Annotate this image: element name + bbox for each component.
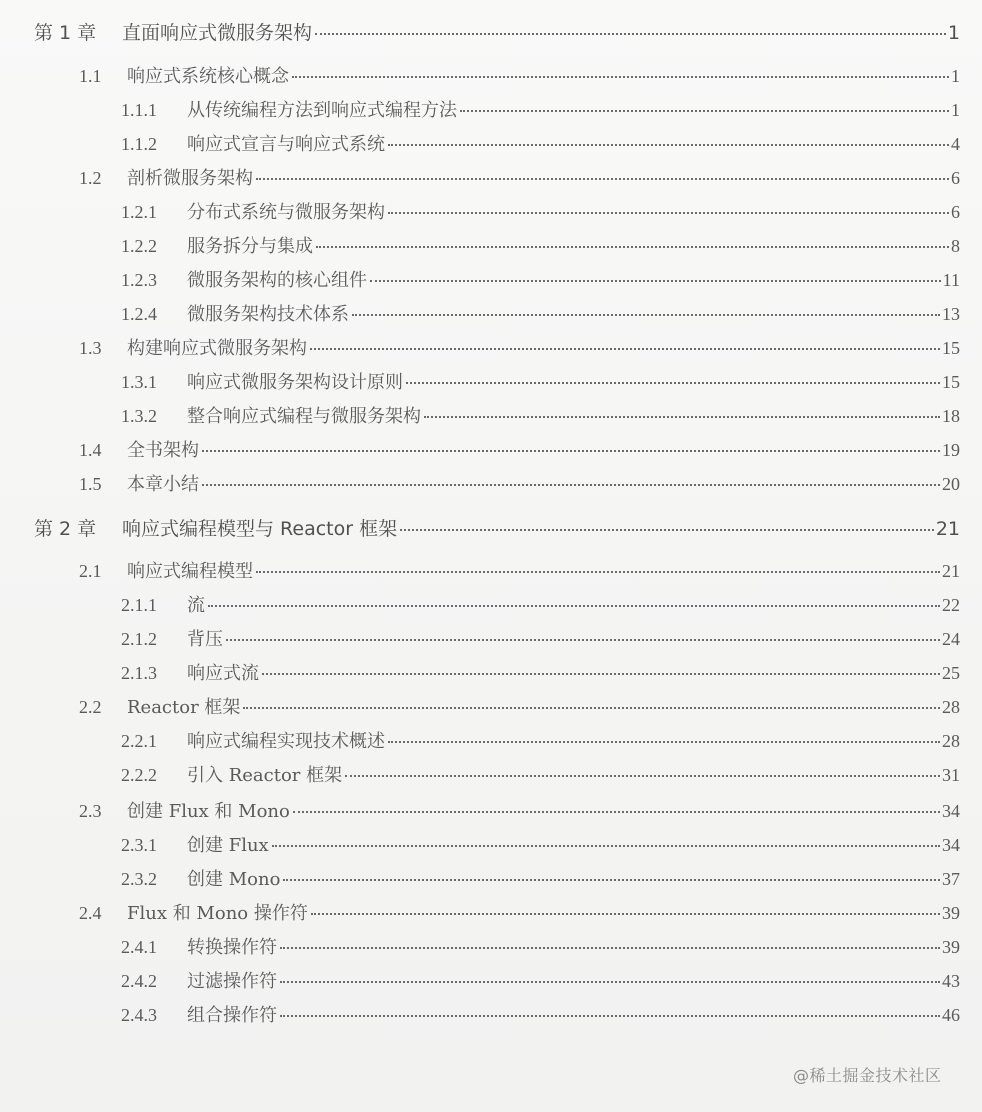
toc-entry-page-number: 8 bbox=[951, 236, 960, 256]
toc-entry-number: 2.3.1 bbox=[121, 835, 157, 855]
toc-entry-number: 2.1 bbox=[79, 561, 102, 581]
toc-entry-subsection[interactable] bbox=[121, 727, 960, 753]
toc-entry-title: 剖析微服务架构 bbox=[127, 168, 253, 189]
toc-entry-page-number: 34 bbox=[942, 835, 960, 855]
toc-entry-section[interactable] bbox=[79, 797, 960, 823]
toc-entry-page-number: 43 bbox=[942, 971, 960, 991]
toc-entry-title: 从传统编程方法到响应式编程方法 bbox=[187, 100, 457, 121]
toc-entry-page-number: 28 bbox=[942, 731, 960, 751]
dot-leader bbox=[424, 416, 940, 418]
toc-entry-section[interactable] bbox=[79, 436, 960, 462]
toc-entry-page-number: 37 bbox=[942, 869, 960, 889]
toc-entry-number: 1.5 bbox=[79, 474, 102, 494]
toc-entry-title: 响应式系统核心概念 bbox=[127, 66, 289, 87]
toc-entry-number: 1.2.1 bbox=[121, 202, 157, 222]
toc-entry-title: 创建 Flux 和 Mono bbox=[127, 801, 290, 822]
dot-leader bbox=[406, 382, 940, 384]
toc-entry-title: 创建 Mono bbox=[187, 869, 281, 890]
toc-entry-number: 1.2 bbox=[79, 168, 102, 188]
toc-entry-title: 响应式编程模型 bbox=[127, 561, 253, 582]
toc-entry-page-number: 1 bbox=[951, 100, 960, 120]
toc-entry-title: 背压 bbox=[187, 629, 223, 650]
toc-entry-subsection[interactable] bbox=[121, 402, 960, 428]
toc-entry-title: 响应式宣言与响应式系统 bbox=[187, 134, 385, 155]
toc-entry-section[interactable] bbox=[79, 899, 960, 925]
toc-entry-page-number: 25 bbox=[942, 663, 960, 683]
toc-entry-number: 1.1 bbox=[79, 66, 102, 86]
toc-entry-subsection[interactable] bbox=[121, 933, 960, 959]
toc-entry-title: 响应式流 bbox=[187, 663, 259, 684]
toc-entry-number: 2.1.1 bbox=[121, 595, 157, 615]
dot-leader bbox=[202, 450, 940, 452]
dot-leader bbox=[280, 1015, 940, 1017]
dot-leader bbox=[352, 314, 940, 316]
dot-leader bbox=[370, 280, 941, 282]
toc-entry-number: 2.4.3 bbox=[121, 1005, 157, 1025]
toc-entry-page-number: 31 bbox=[942, 765, 960, 785]
dot-leader bbox=[292, 76, 949, 78]
toc-entry-section[interactable] bbox=[79, 470, 960, 496]
toc-entry-subsection[interactable] bbox=[121, 368, 960, 394]
toc-entry-page-number: 15 bbox=[942, 338, 960, 358]
toc-entry-page-number: 18 bbox=[942, 406, 960, 426]
dot-leader bbox=[460, 110, 949, 112]
toc-entry-title: 本章小结 bbox=[127, 474, 199, 495]
toc-entry-number: 1.3.2 bbox=[121, 406, 157, 426]
dot-leader bbox=[262, 673, 940, 675]
toc-entry-number: 2.4.1 bbox=[121, 937, 157, 957]
toc-entry-page-number: 39 bbox=[942, 903, 960, 923]
toc-entry-subsection[interactable] bbox=[121, 591, 960, 617]
toc-entry-title: 全书架构 bbox=[127, 440, 199, 461]
toc-entry-subsection[interactable] bbox=[121, 831, 960, 857]
toc-entry-number: 2.2.1 bbox=[121, 731, 157, 751]
dot-leader bbox=[400, 529, 934, 531]
toc-entry-page-number: 13 bbox=[942, 304, 960, 324]
toc-entry-subsection[interactable] bbox=[121, 761, 960, 787]
toc-entry-title: 整合响应式编程与微服务架构 bbox=[187, 406, 421, 427]
toc-entry-page-number: 39 bbox=[942, 937, 960, 957]
toc-entry-subsection[interactable] bbox=[121, 625, 960, 651]
dot-leader bbox=[202, 484, 940, 486]
toc-entry-section[interactable] bbox=[79, 334, 960, 360]
toc-entry-section[interactable] bbox=[79, 164, 960, 190]
dot-leader bbox=[272, 845, 940, 847]
toc-entry-subsection[interactable] bbox=[121, 266, 960, 292]
dot-leader bbox=[256, 178, 949, 180]
toc-entry-title: 响应式编程模型与 Reactor 框架 bbox=[122, 518, 398, 540]
toc-entry-section[interactable] bbox=[79, 62, 960, 88]
toc-entry-page-number: 46 bbox=[942, 1005, 960, 1025]
toc-entry-title: 流 bbox=[187, 595, 205, 616]
toc-entry-title: 响应式编程实现技术概述 bbox=[187, 731, 385, 752]
dot-leader bbox=[388, 212, 949, 214]
toc-entry-page-number: 19 bbox=[942, 440, 960, 460]
toc-entry-number: 1.2.2 bbox=[121, 236, 157, 256]
toc-entry-chapter[interactable] bbox=[34, 514, 960, 541]
toc-entry-title: 构建响应式微服务架构 bbox=[127, 338, 307, 359]
toc-entry-number: 2.4 bbox=[79, 903, 102, 923]
toc-entry-title: 分布式系统与微服务架构 bbox=[187, 202, 385, 223]
dot-leader bbox=[388, 144, 949, 146]
toc-entry-number: 2.2.2 bbox=[121, 765, 157, 785]
toc-entry-page-number: 11 bbox=[942, 270, 960, 290]
toc-entry-number: 2.4.2 bbox=[121, 971, 157, 991]
toc-entry-number: 1.3 bbox=[79, 338, 102, 358]
toc-entry-chapter[interactable] bbox=[34, 18, 960, 45]
dot-leader bbox=[310, 348, 940, 350]
dot-leader bbox=[293, 811, 940, 813]
toc-entry-number: 2.3.2 bbox=[121, 869, 157, 889]
toc-entry-number: 1.4 bbox=[79, 440, 102, 460]
watermark: @稀土掘金技术社区 bbox=[793, 1066, 942, 1085]
toc-entry-number: 1.3.1 bbox=[121, 372, 157, 392]
toc-entry-title: Reactor 框架 bbox=[127, 697, 241, 718]
toc-entry-number: 1.2.4 bbox=[121, 304, 157, 324]
toc-entry-title: 创建 Flux bbox=[187, 835, 269, 856]
dot-leader bbox=[280, 947, 940, 949]
dot-leader bbox=[208, 605, 940, 607]
toc-entry-title: 转换操作符 bbox=[187, 937, 277, 958]
dot-leader bbox=[226, 639, 940, 641]
toc-entry-page-number: 28 bbox=[942, 697, 960, 717]
toc-entry-page-number: 15 bbox=[942, 372, 960, 392]
toc-entry-subsection[interactable] bbox=[121, 96, 960, 122]
toc-entry-section[interactable] bbox=[79, 557, 960, 583]
toc-entry-number: 2.3 bbox=[79, 801, 102, 821]
toc-entry-subsection[interactable] bbox=[121, 300, 960, 326]
dot-leader bbox=[280, 981, 940, 983]
toc-entry-subsection[interactable] bbox=[121, 232, 960, 258]
dot-leader bbox=[315, 33, 946, 35]
dot-leader bbox=[311, 913, 940, 915]
toc-entry-title: 引入 Reactor 框架 bbox=[187, 765, 343, 786]
toc-entry-subsection[interactable] bbox=[121, 659, 960, 685]
toc-entry-number: 第 2 章 bbox=[34, 518, 97, 540]
toc-entry-section[interactable] bbox=[79, 693, 960, 719]
toc-entry-number: 第 1 章 bbox=[34, 22, 97, 44]
toc-entry-page-number: 21 bbox=[935, 518, 960, 540]
toc-entry-page-number: 22 bbox=[942, 595, 960, 615]
dot-leader bbox=[345, 775, 940, 777]
toc-entry-page-number: 6 bbox=[951, 168, 960, 188]
toc-entry-number: 1.1.2 bbox=[121, 134, 157, 154]
toc-entry-page-number: 24 bbox=[942, 629, 960, 649]
toc-entry-title: 微服务架构的核心组件 bbox=[187, 270, 367, 291]
toc-entry-page-number: 1 bbox=[947, 22, 960, 44]
toc-entry-subsection[interactable] bbox=[121, 865, 960, 891]
dot-leader bbox=[316, 246, 949, 248]
toc-entry-subsection[interactable] bbox=[121, 130, 960, 156]
toc-entry-page-number: 20 bbox=[942, 474, 960, 494]
toc-entry-title: 微服务架构技术体系 bbox=[187, 304, 349, 325]
toc-entry-page-number: 6 bbox=[951, 202, 960, 222]
toc-entry-page-number: 1 bbox=[951, 66, 960, 86]
toc-entry-title: 组合操作符 bbox=[187, 1005, 277, 1026]
toc-entry-page-number: 34 bbox=[942, 801, 960, 821]
dot-leader bbox=[388, 741, 940, 743]
toc-entry-title: 直面响应式微服务架构 bbox=[122, 22, 313, 44]
toc-entry-subsection[interactable] bbox=[121, 967, 960, 993]
dot-leader bbox=[256, 571, 940, 573]
dot-leader bbox=[243, 707, 940, 709]
toc-entry-number: 1.1.1 bbox=[121, 100, 157, 120]
toc-entry-page-number: 4 bbox=[951, 134, 960, 154]
toc-entry-number: 1.2.3 bbox=[121, 270, 157, 290]
toc-entry-number: 2.2 bbox=[79, 697, 102, 717]
toc-entry-title: Flux 和 Mono 操作符 bbox=[127, 903, 308, 924]
toc-entry-number: 2.1.2 bbox=[121, 629, 157, 649]
toc-entry-title: 响应式微服务架构设计原则 bbox=[187, 372, 403, 393]
toc-entry-title: 过滤操作符 bbox=[187, 971, 277, 992]
toc-entry-title: 服务拆分与集成 bbox=[187, 236, 313, 257]
toc-entry-subsection[interactable] bbox=[121, 1001, 960, 1027]
toc-entry-number: 2.1.3 bbox=[121, 663, 157, 683]
dot-leader bbox=[283, 879, 940, 881]
toc-entry-page-number: 21 bbox=[942, 561, 960, 581]
toc-entry-subsection[interactable] bbox=[121, 198, 960, 224]
